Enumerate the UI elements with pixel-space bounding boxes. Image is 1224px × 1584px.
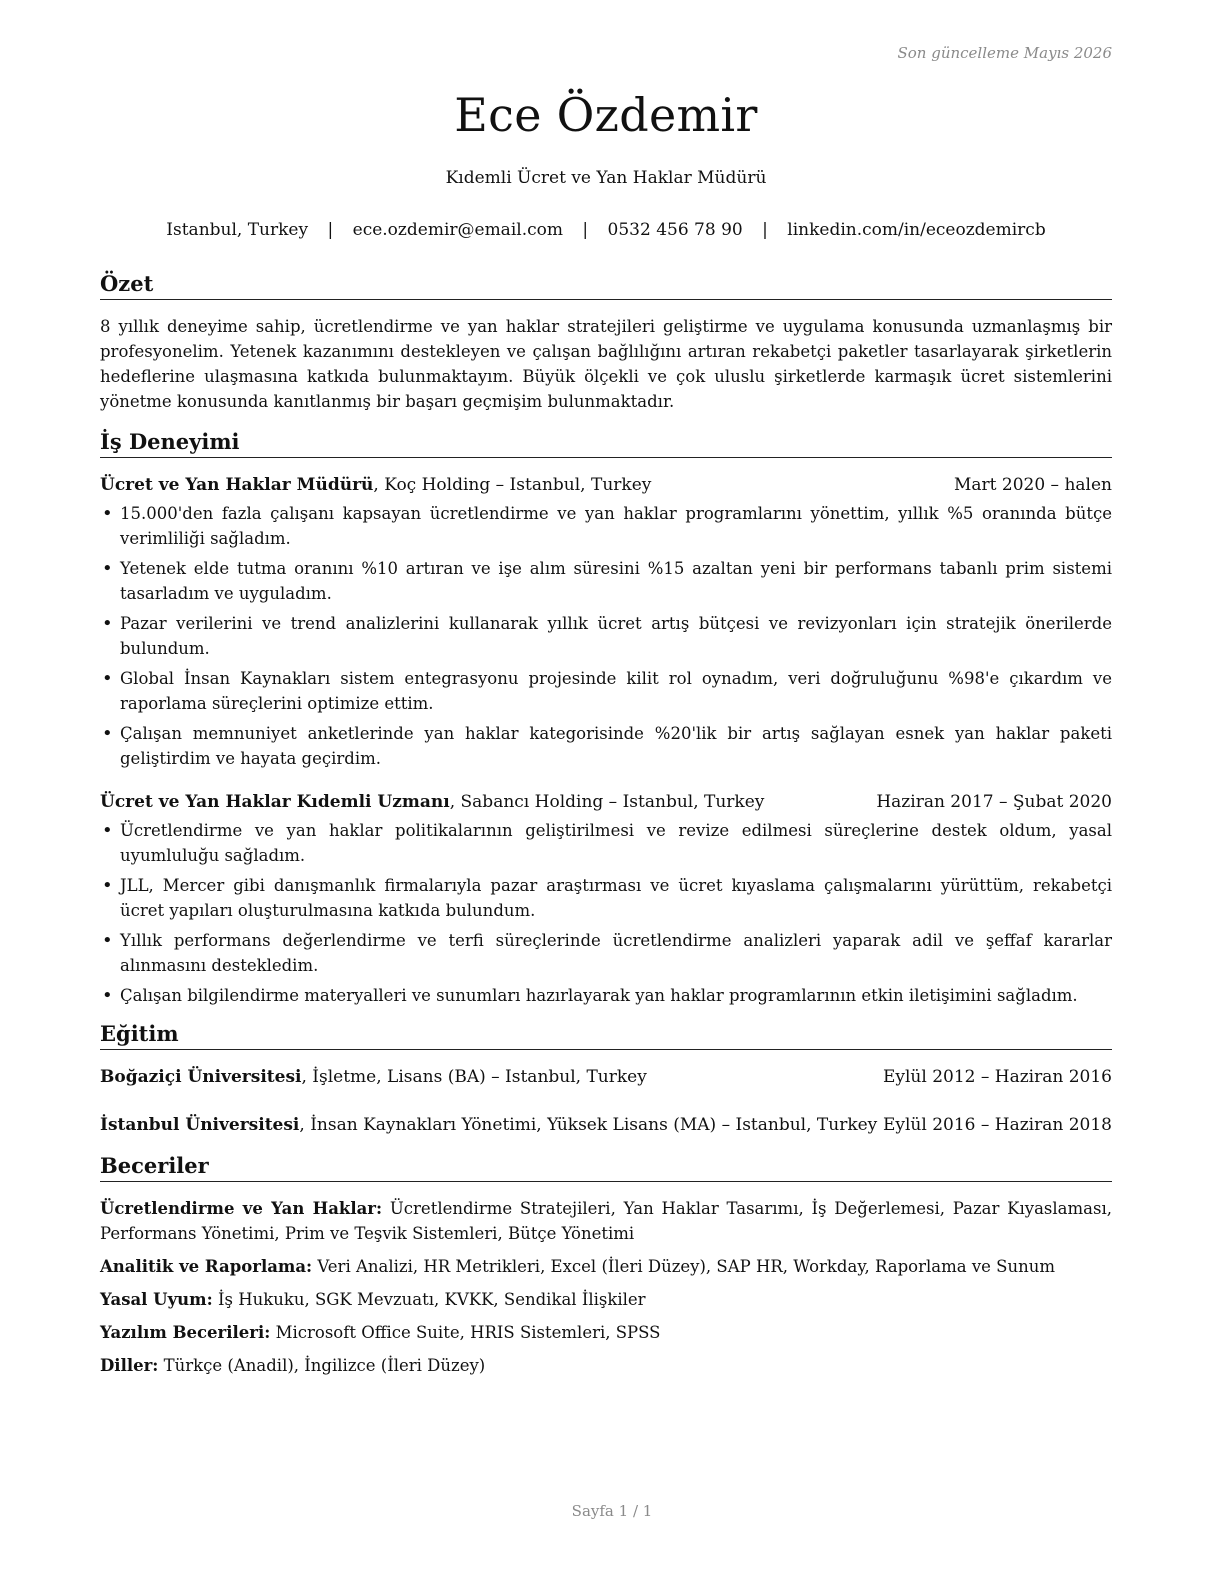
education-item	[100, 1064, 1112, 1090]
job-bullet: • Çalışan memnuniyet anketlerinde yan haklar kategorisinde %20'lik bir artış sağlayan esnek yan haklar paketi geliştirdim ve hayata geçirdim.	[100, 721, 1112, 771]
skill-value: Veri Analizi, HR Metrikleri, Excel (İleri Düzey), SAP HR, Workday, Raporlama ve Sunum	[312, 1257, 1055, 1276]
skill-value: Türkçe (Anadil), İngilizce (İleri Düzey)	[158, 1356, 486, 1375]
education-line	[100, 1064, 647, 1090]
skill-label: Analitik ve Raporlama:	[100, 1257, 313, 1276]
skill-label: Yazılım Becerileri:	[100, 1323, 271, 1342]
candidate-name: Ece Özdemir	[454, 88, 758, 142]
job-company: , Koç Holding – Istanbul, Turkey	[373, 475, 652, 495]
job-bullet: • Global İnsan Kaynakları sistem entegrasyonu projesinde kilit rol oynadım, veri doğruluğunu %98'e çıkardım ve raporlama süreçlerini optimize ettim.	[100, 666, 1112, 716]
education-dates: Eylül 2012 – Haziran 2016	[882, 1067, 1112, 1087]
job-role: Ücret ve Yan Haklar Müdürü	[100, 475, 374, 495]
skill-row	[100, 1320, 1112, 1345]
skill-row	[100, 1196, 1112, 1246]
resume-page	[100, 0, 1112, 1584]
summary-text: 8 yıllık deneyime sahip, ücretlendirme ve yan haklar stratejileri geliştirme ve uygulama konusunda uzmanlaşmış bir profesyonelim. Yetenek kazanımını destekleyen ve çalışan bağlılığını artıran rekabetçi paketler tasarlayarak şirketlerin hedeflerine ulaşmasına katkıda bulunmaktayım. Büyük ölçekli ve çok uluslu şirketlerde karmaşık ücret sistemlerini yönetme konusunda kanıtlanmış bir başarı geçmişim bulunmaktadır.	[100, 317, 1112, 411]
job-bullets	[100, 818, 1112, 1008]
skill-label: Ücretlendirme ve Yan Haklar:	[100, 1199, 383, 1218]
skill-value: Microsoft Office Suite, HRIS Sistemleri, SPSS	[270, 1323, 661, 1342]
contact-separator: |	[762, 220, 768, 240]
education-detail: , İşletme, Lisans (BA) – Istanbul, Turkey	[301, 1067, 647, 1087]
education-dates: Eylül 2016 – Haziran 2018	[882, 1115, 1112, 1135]
job-title-line	[100, 789, 764, 815]
skills-heading: Beceriler	[100, 1152, 1112, 1182]
job-bullets	[100, 501, 1112, 771]
contact-phone[interactable]: 0532 456 78 90	[607, 220, 743, 240]
job-bullet: • Ücretlendirme ve yan haklar politikalarının geliştirilmesi ve revize edilmesi süreçlerine destek oldum, yasal uyumluluğu sağladım.	[100, 818, 1112, 868]
job-bullet: • Pazar verilerini ve trend analizlerini kullanarak yıllık ücret artış bütçesi ve revizyonları için stratejik önerilerde bulundum.	[100, 611, 1112, 661]
page-number: Sayfa 1 / 1	[571, 1502, 653, 1520]
education-line	[100, 1112, 877, 1138]
skill-label: Yasal Uyum:	[100, 1290, 213, 1309]
experience-heading: İş Deneyimi	[100, 428, 1112, 458]
job-company: , Sabancı Holding – Istanbul, Turkey	[449, 792, 765, 812]
skill-value: Ücretlendirme Stratejileri, Yan Haklar Tasarımı, İş Değerlemesi, Pazar Kıyaslaması, Performans Yönetimi, Prim ve Teşvik Sistemleri, Bütçe Yönetimi	[100, 1199, 1112, 1243]
candidate-title: Kıdemli Ücret ve Yan Haklar Müdürü	[445, 168, 767, 188]
job-header	[100, 472, 1112, 498]
skill-row	[100, 1353, 1112, 1378]
contact-line	[100, 220, 1112, 240]
job-bullet: • Yetenek elde tutma oranını %10 artıran ve işe alım süresini %15 azaltan yeni bir performans tabanlı prim sistemi tasarladım ve uyguladım.	[100, 556, 1112, 606]
education-school: Boğaziçi Üniversitesi	[100, 1067, 302, 1087]
job-title-line	[100, 472, 651, 498]
education-item	[100, 1112, 1112, 1138]
education-heading: Eğitim	[100, 1020, 1112, 1050]
resume-content	[100, 270, 1112, 1386]
job-header	[100, 789, 1112, 815]
skill-label: Diller:	[100, 1356, 159, 1375]
last-updated: Son güncelleme Mayıs 2026	[897, 44, 1112, 62]
contact-linkedin[interactable]: linkedin.com/in/eceozdemircb	[787, 220, 1046, 240]
contact-email[interactable]: ece.ozdemir@email.com	[352, 220, 563, 240]
job-bullet: • 15.000'den fazla çalışanı kapsayan ücretlendirme ve yan haklar programlarını yönettim, yıllık %5 oranında bütçe verimliliği sağladım.	[100, 501, 1112, 551]
job-bullet: • Yıllık performans değerlendirme ve terfi süreçlerinde ücretlendirme analizleri yaparak adil ve şeffaf kararlar alınmasını destekledim.	[100, 928, 1112, 978]
contact-location: Istanbul, Turkey	[166, 220, 309, 240]
contact-separator: |	[582, 220, 589, 240]
education-school: İstanbul Üniversitesi	[100, 1115, 300, 1135]
job-dates: Haziran 2017 – Şubat 2020	[876, 792, 1112, 812]
job-bullet: • JLL, Mercer gibi danışmanlık firmalarıyla pazar araştırması ve ücret kıyaslama çalışmalarını yürüttüm, rekabetçi ücret yapıları oluşturulmasına katkıda bulundum.	[100, 873, 1112, 923]
contact-separator: |	[327, 220, 334, 240]
summary-heading: Özet	[100, 270, 1112, 300]
job-dates: Mart 2020 – halen	[953, 475, 1112, 495]
education-detail: , İnsan Kaynakları Yönetimi, Yüksek Lisans (MA) – Istanbul, Turkey	[299, 1115, 878, 1135]
job-bullet: • Çalışan bilgilendirme materyalleri ve sunumları hazırlayarak yan haklar programlarının etkin iletişimini sağladım.	[100, 983, 1112, 1008]
job-role: Ücret ve Yan Haklar Kıdemli Uzmanı	[100, 792, 450, 812]
skill-row	[100, 1254, 1112, 1279]
skill-row	[100, 1287, 1112, 1312]
skill-value: İş Hukuku, SGK Mevzuatı, KVKK, Sendikal İlişkiler	[212, 1290, 646, 1309]
